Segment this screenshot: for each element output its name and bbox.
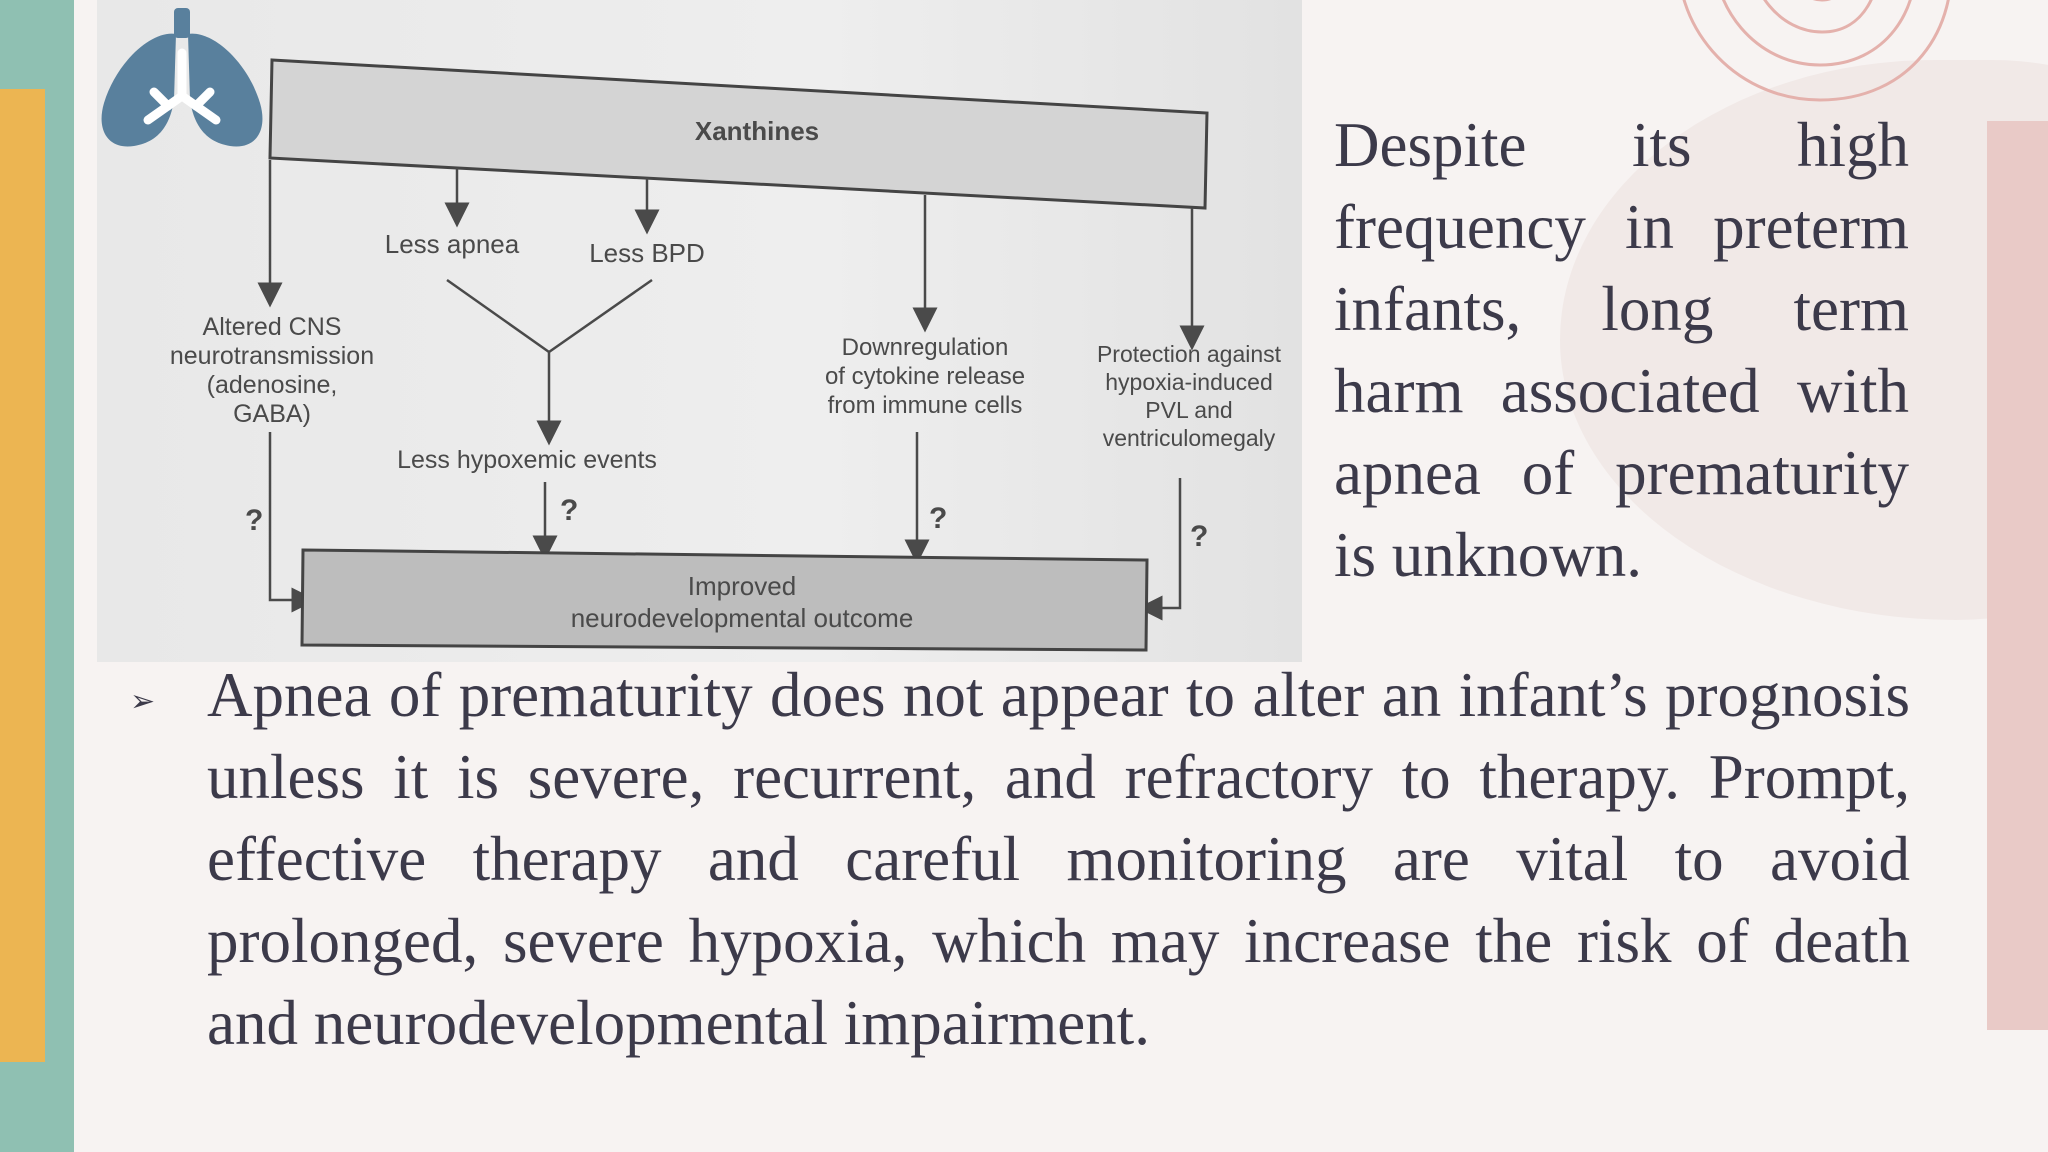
- svg-text:GABA): GABA): [233, 400, 311, 428]
- bottom-box-line-2: neurodevelopmental outcome: [570, 603, 914, 633]
- left-yellow-stripe: [0, 89, 45, 1062]
- question-mark-4: ?: [1190, 520, 1209, 553]
- svg-text:PVL and: PVL and: [1145, 397, 1233, 423]
- diagram-figure: [97, 0, 1302, 662]
- less-bpd-label: Less BPD: [589, 238, 705, 268]
- question-mark-1: ?: [245, 504, 264, 537]
- less-apnea-label: Less apnea: [384, 229, 520, 259]
- svg-text:from immune cells: from immune cells: [827, 392, 1023, 419]
- svg-text:ventriculomegaly: ventriculomegaly: [1102, 425, 1276, 451]
- lungs-icon: [96, 8, 268, 150]
- top-box-label: Xanthines: [694, 116, 820, 146]
- svg-text:Protection against: Protection against: [1096, 341, 1282, 367]
- question-mark-2: ?: [560, 494, 579, 527]
- bullet-text: Apnea of prematurity does not appear to alter an infant’s prognosis unless it is severe, recurrent, and refractory to therapy. Prompt, effective therapy and careful monitoring are vital to avoid prolonged, severe hypoxia, which may increase the risk of death and neurodevelopmental impairment.: [207, 660, 1910, 1058]
- arrow-bullet-icon: ➢: [130, 684, 156, 719]
- svg-text:neurotransmission: neurotransmission: [169, 342, 375, 370]
- svg-text:Altered CNS: Altered CNS: [202, 313, 342, 341]
- svg-text:(adenosine,: (adenosine,: [206, 371, 338, 399]
- right-pink-bar: [1987, 121, 2048, 1030]
- svg-text:Downregulation: Downregulation: [841, 334, 1009, 361]
- side-paragraph: Despite its high frequency in preterm infants, long term harm associated with apnea of prematurity is unknown.: [1334, 110, 1909, 590]
- svg-text:hypoxia-induced: hypoxia-induced: [1105, 369, 1273, 395]
- bottom-box-line-1: Improved: [687, 571, 797, 601]
- less-hypoxemic-label: Less hypoxemic events: [397, 446, 657, 474]
- svg-text:of cytokine release: of cytokine release: [824, 363, 1026, 390]
- downregulation-label: [825, 334, 1025, 419]
- diagram-canvas: [97, 0, 1302, 662]
- question-mark-3: ?: [929, 502, 948, 535]
